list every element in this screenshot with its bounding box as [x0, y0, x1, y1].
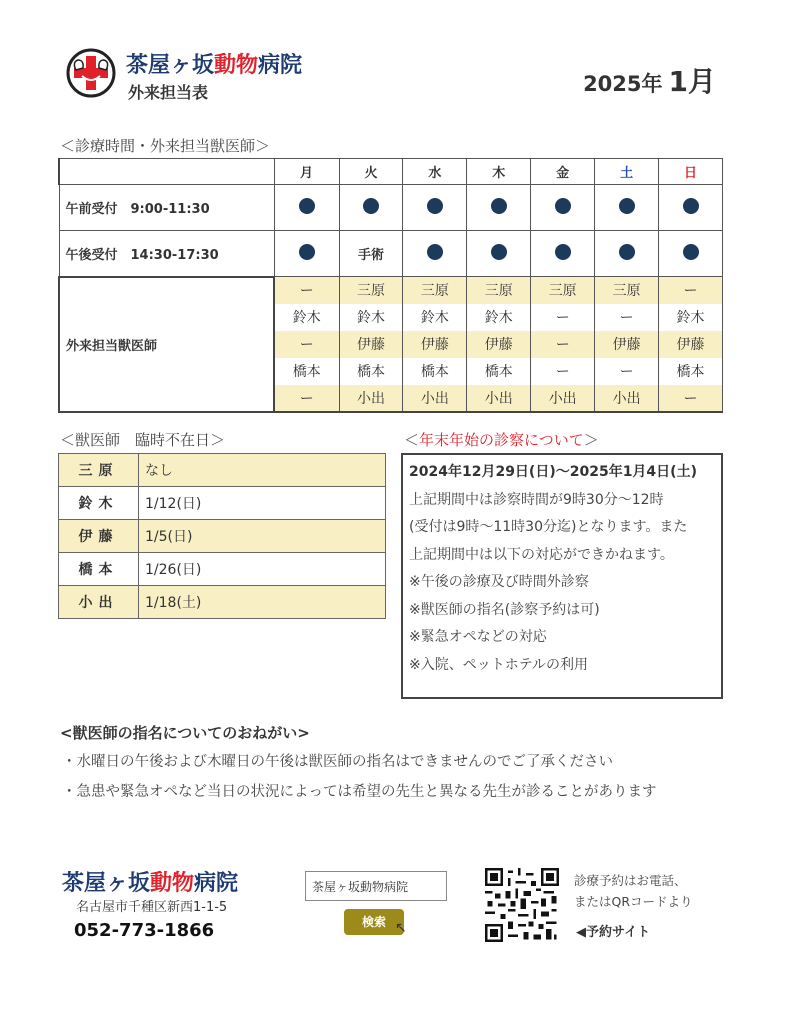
schedule-table	[58, 158, 723, 413]
day-header: 日	[659, 159, 723, 185]
absence-date: 1/12(日)	[139, 487, 386, 520]
open-dot	[683, 198, 699, 214]
vet-cell: 橋本	[467, 358, 531, 385]
vet-cell: 三原	[339, 277, 403, 304]
vet-cell: 伊藤	[467, 331, 531, 358]
vet-cell: ー	[595, 358, 659, 385]
open-dot	[491, 198, 507, 214]
holiday-line: 上記期間中は診察時間が9時30分〜12時	[409, 491, 664, 508]
absence-vet-name: 伊藤	[59, 520, 139, 553]
open-dot	[491, 244, 507, 260]
vet-cell: ー	[531, 358, 595, 385]
day-header: 月	[274, 159, 339, 185]
holiday-line: ※午後の診療及び時間外診察	[409, 574, 589, 590]
vet-cell: 三原	[403, 277, 467, 304]
day-header: 水	[403, 159, 467, 185]
open-dot	[619, 244, 635, 260]
vet-cell: 三原	[531, 277, 595, 304]
vet-cell: 小出	[403, 385, 467, 412]
hospital-logo-icon	[66, 48, 116, 98]
open-dot	[619, 198, 635, 214]
open-dot	[427, 198, 443, 214]
holiday-line: (受付は9時〜11時30分迄)となります。また	[409, 519, 688, 535]
vet-cell: ー	[274, 385, 339, 412]
search-button[interactable]: 検索	[344, 909, 404, 935]
holiday-line: ※獣医師の指名(診察予約は可)	[409, 601, 600, 618]
vet-cell: 橋本	[403, 358, 467, 385]
vet-cell: 伊藤	[595, 331, 659, 358]
vet-cell: ー	[659, 277, 723, 304]
day-header: 土	[595, 159, 659, 185]
absence-table	[58, 453, 386, 619]
vet-cell: 鈴木	[339, 304, 403, 331]
vet-cell: 橋本	[659, 358, 723, 385]
notes-title: <獣医師の指名についてのおねがい>	[60, 724, 310, 742]
holiday-line: ※緊急オペなどの対応	[409, 629, 547, 645]
holiday-period: 2024年12月29日(日)〜2025年1月4日(土)	[409, 464, 697, 480]
vet-cell: ー	[531, 304, 595, 331]
open-dot	[683, 244, 699, 260]
footer-phone[interactable]: 052-773-1866	[74, 920, 215, 941]
absence-vet-name: 小出	[59, 586, 139, 619]
holiday-notice-box	[401, 453, 723, 699]
vet-cell: 小出	[339, 385, 403, 412]
open-dot	[555, 244, 571, 260]
absence-date: 1/5(日)	[139, 520, 386, 553]
day-header: 金	[531, 159, 595, 185]
schedule-section-label: ＜診療時間・外来担当獣医師＞	[60, 137, 271, 155]
page-subtitle: 外来担当表	[128, 83, 209, 102]
open-dot	[299, 244, 315, 260]
vet-cell: 小出	[467, 385, 531, 412]
afternoon-hours-label: 午後受付 14:30-17:30	[59, 231, 274, 277]
open-dot	[363, 198, 379, 214]
vet-cell: 小出	[531, 385, 595, 412]
holiday-section-label: ＜年末年始の診察について＞	[404, 431, 599, 449]
morning-hours-label: 午前受付 9:00-11:30	[59, 185, 274, 231]
vet-cell: ー	[595, 304, 659, 331]
brand-title: 茶屋ヶ坂動物病院	[126, 53, 303, 78]
vet-cell: 鈴木	[659, 304, 723, 331]
absence-section-label: ＜獣医師 臨時不在日＞	[60, 431, 226, 449]
absence-date: なし	[139, 454, 386, 487]
vet-cell: 小出	[595, 385, 659, 412]
holiday-line: 上記期間中は以下の対応ができかねます。	[409, 546, 674, 563]
footer-address: 名古屋市千種区新西1-1-5	[76, 900, 228, 915]
note-item: ・水曜日の午後および木曜日の午後は獣医師の指名はできませんのでご了承ください	[62, 754, 613, 770]
open-dot	[427, 244, 443, 260]
qr-code-icon[interactable]	[485, 868, 559, 942]
month-label: 2025年 1月	[583, 65, 716, 98]
surgery-label: 手術	[357, 248, 384, 263]
vet-cell: ー	[274, 331, 339, 358]
vet-cell: 伊藤	[339, 331, 403, 358]
holiday-line: ※入院、ペットホテルの利用	[409, 656, 589, 673]
absence-date: 1/18(土)	[139, 586, 386, 619]
day-header: 火	[339, 159, 403, 185]
booking-site-link[interactable]: ◀予約サイト	[576, 925, 651, 940]
absence-date: 1/26(日)	[139, 553, 386, 586]
note-item: ・急患や緊急オペなど当日の状況によっては希望の先生と異なる先生が診ることがあります	[62, 784, 657, 800]
vet-cell: 三原	[595, 277, 659, 304]
booking-instructions: 診療予約はお電話、 またはQRコードより	[574, 873, 693, 909]
absence-vet-name: 鈴木	[59, 487, 139, 520]
footer-brand: 茶屋ヶ坂動物病院	[62, 871, 239, 896]
vet-cell: 鈴木	[403, 304, 467, 331]
vet-cell: ー	[659, 385, 723, 412]
vet-cell: 伊藤	[659, 331, 723, 358]
absence-vet-name: 三原	[59, 454, 139, 487]
vet-cell: ー	[531, 331, 595, 358]
search-input[interactable]: 茶屋ヶ坂動物病院	[305, 871, 447, 901]
vet-cell: 伊藤	[403, 331, 467, 358]
open-dot	[299, 198, 315, 214]
vet-cell: 鈴木	[467, 304, 531, 331]
vets-label: 外来担当獣医師	[59, 277, 274, 412]
cursor-icon: ↖	[395, 920, 407, 936]
open-dot	[555, 198, 571, 214]
vet-cell: 橋本	[274, 358, 339, 385]
vet-cell: 三原	[467, 277, 531, 304]
absence-vet-name: 橋本	[59, 553, 139, 586]
vet-cell: 橋本	[339, 358, 403, 385]
vet-cell: 鈴木	[274, 304, 339, 331]
header-corner	[59, 159, 274, 185]
day-header: 木	[467, 159, 531, 185]
vet-cell: ー	[274, 277, 339, 304]
